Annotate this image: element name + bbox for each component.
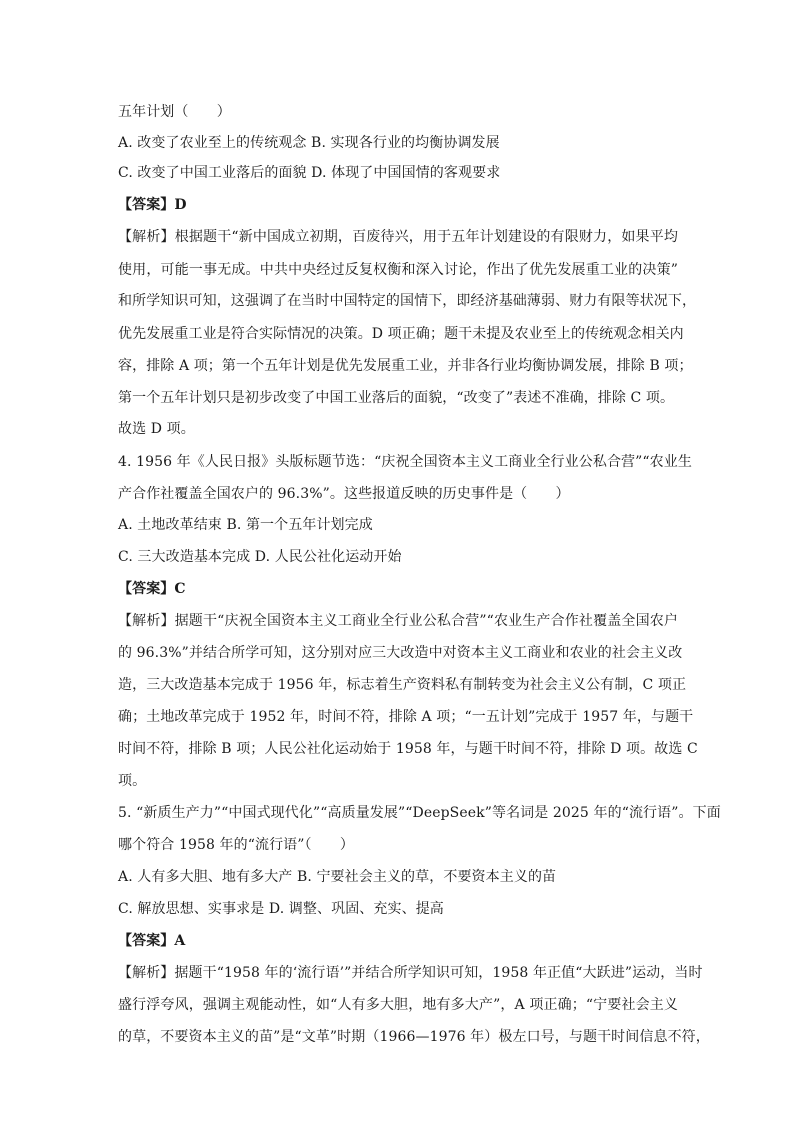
analysis-line: 时间不符，排除 B 项；人民公社化运动始于 1958 年，与题干时间不符，排除 D 项。故选 C <box>118 741 698 757</box>
analysis-line: 的草，不要资本主义的苗”是“文革”时期（1966—1976 年）极左口号，与题干时间信息不符， <box>118 1029 710 1045</box>
analysis-line: 容，排除 A 项；第一个五年计划是优先发展重工业，并非各行业均衡协调发展，排除 B 项； <box>118 358 693 374</box>
analysis-line: 【解析】根据题干“新中国成立初期，百废待兴，用于五年计划建设的有限财力，如果平均 <box>118 229 678 245</box>
analysis-line: 确；土地改革完成于 1952 年，时间不符，排除 A 项；“一五计划”完成于 1957 年，与题干 <box>118 709 694 725</box>
answer-line: 【答案】A <box>118 933 186 949</box>
analysis-line: 盛行浮夸风，强调主观能动性，如“人有多大胆，地有多大产”，A 项正确；“宁要社会主义 <box>118 997 678 1013</box>
question-4-stem: 4. 1956 年《人民日报》头版标题节选：“庆祝全国资本主义工商业全行业公私合营”“农业生 <box>118 454 692 470</box>
option-line-ab: A. 改变了农业至上的传统观念 B. 实现各行业的均衡协调发展 <box>118 135 500 151</box>
analysis-line: 使用，可能一事无成。中共中央经过反复权衡和深入讨论，作出了优先发展重工业的决策” <box>118 262 678 278</box>
option-line-ab: A. 土地改革结束 B. 第一个五年计划完成 <box>118 517 373 533</box>
option-line-ab: A. 人有多大胆、地有多大产 B. 宁要社会主义的草，不要资本主义的苗 <box>118 869 557 885</box>
analysis-line: 【解析】据题干“庆祝全国资本主义工商业全行业公私合营”“农业生产合作社覆盖全国农户 <box>118 613 678 629</box>
question-5-stem: 哪个符合 1958 年的“流行语”（ ） <box>118 837 354 853</box>
question-5-stem: 5. “新质生产力”“中国式现代化”“高质量发展”“DeepSeek”等名词是 2025 年的“流行语”。下面 <box>118 805 721 821</box>
question-stem-continuation: 五年计划（ ） <box>118 104 231 120</box>
analysis-line: 造，三大改造基本完成于 1956 年，标志着生产资料私有制转变为社会主义公有制，C 项正 <box>118 677 687 693</box>
question-4-stem: 产合作社覆盖全国农户的 96.3%”。这些报道反映的历史事件是（ ） <box>118 486 570 502</box>
option-line-cd: C. 改变了中国工业落后的面貌 D. 体现了中国国情的客观要求 <box>118 165 501 181</box>
analysis-line: 【解析】据题干“1958 年的‘流行语’”并结合所学知识可知，1958 年正值“大跃进”运动，当时 <box>118 965 703 981</box>
option-line-cd: C. 解放思想、实事求是 D. 调整、巩固、充实、提高 <box>118 901 444 917</box>
analysis-line: 和所学知识可知，这强调了在当时中国特定的国情下，即经济基础薄弱、财力有限等状况下， <box>118 293 697 309</box>
answer-line: 【答案】C <box>118 581 186 597</box>
analysis-line: 优先发展重工业是符合实际情况的决策。D 项正确；题干未提及农业至上的传统观念相关内 <box>118 326 684 342</box>
analysis-line: 项。 <box>118 773 147 789</box>
analysis-line: 故选 D 项。 <box>118 421 195 437</box>
analysis-line: 第一个五年计划只是初步改变了中国工业落后的面貌，“改变了”表述不准确，排除 C 项。 <box>118 390 675 406</box>
option-line-cd: C. 三大改造基本完成 D. 人民公社化运动开始 <box>118 549 402 565</box>
analysis-line: 的 96.3%”并结合所学可知，这分别对应三大改造中对资本主义工商业和农业的社会主义改 <box>118 645 683 661</box>
answer-line: 【答案】D <box>118 197 187 213</box>
